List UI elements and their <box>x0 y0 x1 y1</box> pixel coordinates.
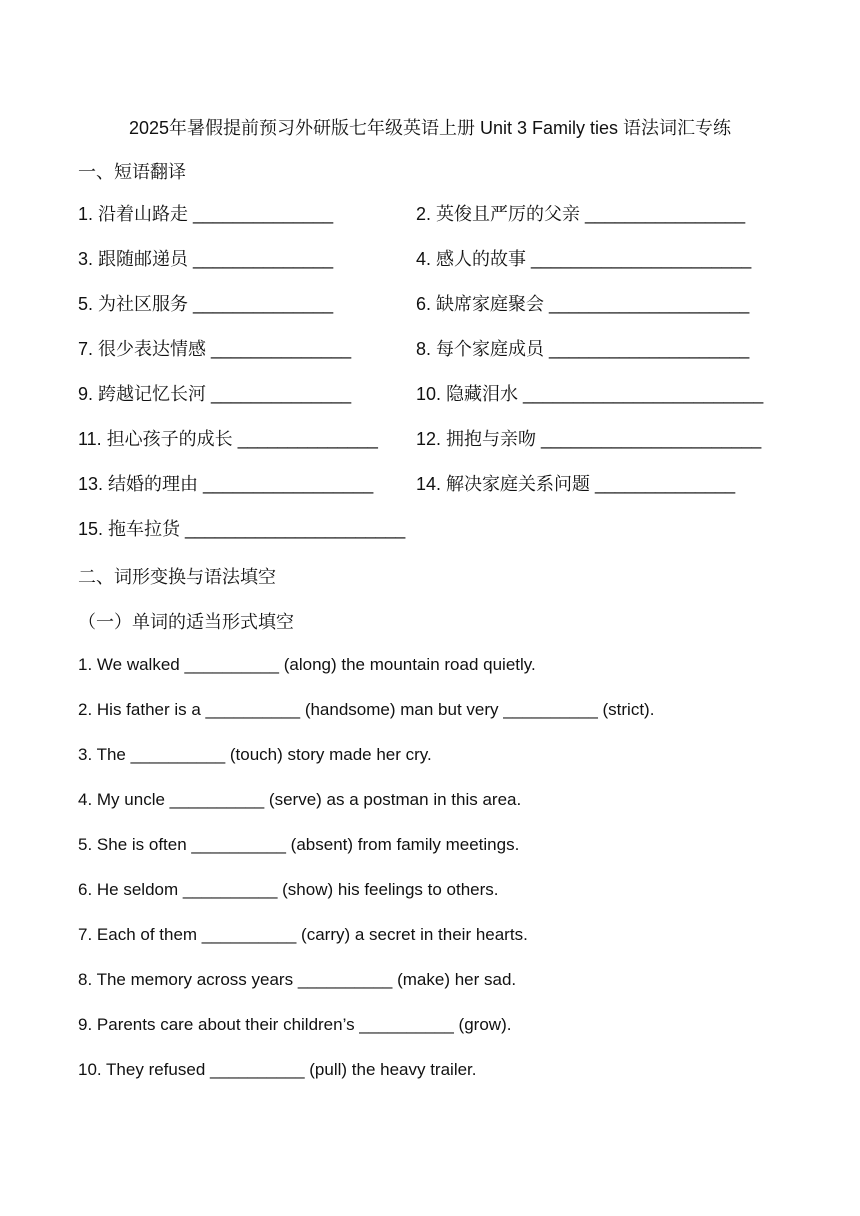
phrase-item: 14. 解决家庭关系问题 ______________ <box>416 474 736 494</box>
phrase-item: 15. 拖车拉货 ______________________ <box>78 519 406 539</box>
page-title: 2025年暑假提前预习外研版七年级英语上册 Unit 3 Family ties 语法词汇专练 <box>128 118 732 138</box>
fill-in-sentence-list <box>78 653 778 1103</box>
phrase-item: 12. 拥抱与亲吻 ______________________ <box>416 429 762 449</box>
phrase-item: 8. 每个家庭成员 ____________________ <box>416 339 750 359</box>
phrase-translation-list <box>78 202 788 562</box>
phrase-item: 7. 很少表达情感 ______________ <box>78 339 352 359</box>
phrase-item: 9. 跨越记忆长河 ______________ <box>78 384 352 404</box>
sentence-item: 4. My uncle __________ (serve) as a postman in this area. <box>78 790 522 809</box>
phrase-item: 3. 跟随邮递员 ______________ <box>78 249 334 269</box>
section-heading-grammar: 二、词形变换与语法填空 <box>78 567 276 587</box>
sentence-item: 9. Parents care about their children’s __________ (grow). <box>78 1015 512 1034</box>
sentence-item: 7. Each of them __________ (carry) a secret in their hearts. <box>78 925 528 944</box>
sentence-item: 1. We walked __________ (along) the mountain road quietly. <box>78 655 536 674</box>
section-heading-phrase-translation: 一、短语翻译 <box>78 162 186 182</box>
subsection-heading-word-forms: （一）单词的适当形式填空 <box>78 612 294 632</box>
sentence-item: 2. His father is a __________ (handsome) man but very __________ (strict). <box>78 700 655 719</box>
phrase-item: 6. 缺席家庭聚会 ____________________ <box>416 294 750 314</box>
phrase-item: 2. 英俊且严厉的父亲 ________________ <box>416 204 746 224</box>
sentence-item: 8. The memory across years __________ (make) her sad. <box>78 970 517 989</box>
phrase-item: 13. 结婚的理由 _________________ <box>78 474 374 494</box>
phrase-item: 5. 为社区服务 ______________ <box>78 294 334 314</box>
phrase-item: 10. 隐藏泪水 ________________________ <box>416 384 764 404</box>
sentence-item: 3. The __________ (touch) story made her cry. <box>78 745 432 764</box>
sentence-item: 5. She is often __________ (absent) from family meetings. <box>78 835 520 854</box>
sentence-item: 6. He seldom __________ (show) his feelings to others. <box>78 880 499 899</box>
sentence-item: 10. They refused __________ (pull) the heavy trailer. <box>78 1060 477 1079</box>
phrase-item: 11. 担心孩子的成长 ______________ <box>78 429 378 449</box>
phrase-item: 1. 沿着山路走 ______________ <box>78 204 334 224</box>
phrase-item: 4. 感人的故事 ______________________ <box>416 249 752 269</box>
